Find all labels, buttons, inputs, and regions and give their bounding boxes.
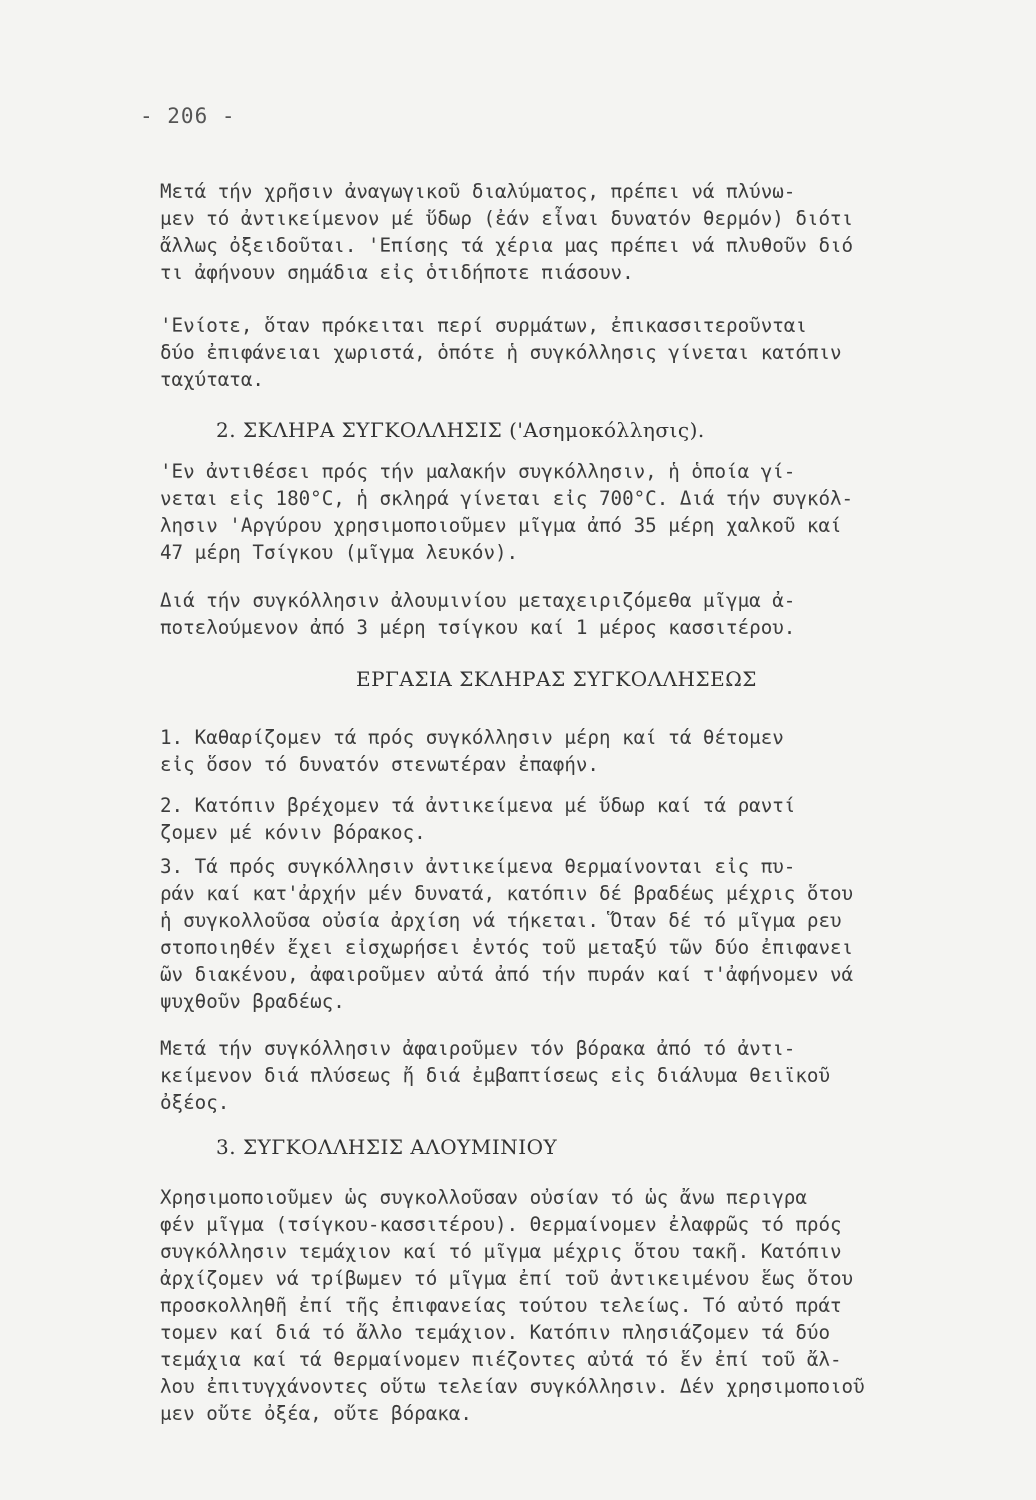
paragraph-2 [160,312,1000,393]
text-line: 1. Καθαρίζομεν τά πρός συγκόλλησιν μέρη καί τά θέτομεν [160,726,784,749]
text-line: κείμενον διά πλύσεως ἤ διά ἐμβαπτίσεως εἰς διάλυμα θειϊκοῦ [160,1064,831,1087]
text-line: 47 μέρη Τσίγκου (μῖγμα λευκόν). [160,541,519,564]
text-line: ἡ συγκολλοῦσα οὐσία ἀρχίση νά τήκεται. Ὅταν δέ τό μῖγμα ρευ [160,909,842,932]
text-line: τομεν καί διά τό ἄλλο τεμάχιον. Κατόπιν πλησιάζομεν τά δύο [160,1321,831,1344]
section-heading-2: 2. ΣΚΛΗΡΑ ΣΥΓΚΟΛΛΗΣΙΣ ('Ασημοκόλλησις). [216,418,705,442]
text-line: μεν τό ἀντικείμενον μέ ὕδωρ (ἐάν εἶναι δυνατόν θερμόν) διότι [160,207,854,230]
paragraph-4 [160,587,1000,641]
text-line: ῶν διακένου, ἀφαιροῦμεν αὐτά ἀπό τήν πυράν καί τ'ἀφήνομεν νά [160,963,854,986]
text-line: ποτελούμενον ἀπό 3 μέρη τσίγκου καί 1 μέρος κασσιτέρου. [160,616,796,639]
text-line: προσκολληθῆ ἐπί τῆς ἐπιφανείας τούτου τελείως. Τό αὐτό πράτ [160,1294,842,1317]
text-line: ὀξέος. [160,1091,230,1114]
text-line: τεμάχια καί τά θερμαίνομεν πιέζοντες αὐτά τό ἕν ἐπί τοῦ ἄλ- [160,1348,842,1371]
paragraph-5 [160,1035,1000,1116]
text-line: ψυχθοῦν βραδέως. [160,990,345,1013]
text-line: ταχύτατα. [160,368,264,391]
text-line: λησιν 'Αργύρου χρησιμοποιοῦμεν μῖγμα ἀπό 35 μέρη χαλκοῦ καί [160,514,842,537]
paragraph-3 [160,458,1000,566]
text-line: 3. Τά πρός συγκόλλησιν ἀντικείμενα θερμαίνονται εἰς πυ- [160,855,796,878]
text-line: 'Ενίοτε, ὅταν πρόκειται περί συρμάτων, ἐπικασσιτεροῦνται [160,314,807,337]
step-1 [160,724,1000,778]
paragraph-6 [160,1184,1000,1427]
text-line: ἄλλως ὀξειδοῦται. 'Επίσης τά χέρια μας πρέπει νά πλυθοῦν διό [160,234,854,257]
page-number: - 206 - [140,104,236,128]
text-line: Μετά τήν χρῆσιν ἀναγωγικοῦ διαλύματος, πρέπει νά πλύνω- [160,180,796,203]
text-line: ράν καί κατ'ἀρχήν μέν δυνατά, κατόπιν δέ βραδέως μέχρις ὅτου [160,882,854,905]
text-line: λου ἐπιτυγχάνοντες οὕτω τελείαν συγκόλλησιν. Δέν χρησιμοποιοῦ [160,1375,865,1398]
subheading-hard-soldering-work: ΕΡΓΑΣΙΑ ΣΚΛΗΡΑΣ ΣΥΓΚΟΛΛΗΣΕΩΣ [356,667,757,691]
section-heading-3: 3. ΣΥΓΚΟΛΛΗΣΙΣ ΑΛΟΥΜΙΝΙΟΥ [216,1135,558,1159]
text-line: δύο ἐπιφάνειαι χωριστά, ὁπότε ἡ συγκόλλησις γίνεται κατόπιν [160,341,842,364]
text-line: Μετά τήν συγκόλλησιν ἀφαιροῦμεν τόν βόρακα ἀπό τό ἀντι- [160,1037,796,1060]
text-line: συγκόλλησιν τεμάχιον καί τό μῖγμα μέχρις ὅτου τακῆ. Κατόπιν [160,1240,842,1263]
text-line: τι ἀφήνουν σημάδια εἰς ὁτιδήποτε πιάσουν. [160,261,634,284]
text-line: φέν μῖγμα (τσίγκου-κασσιτέρου). Θερμαίνομεν ἐλαφρῶς τό πρός [160,1213,842,1236]
text-line: ζομεν μέ κόνιν βόρακος. [160,821,426,844]
text-line: στοποιηθέν ἔχει εἰσχωρήσει ἐντός τοῦ μεταξύ τῶν δύο ἐπιφανει [160,936,854,959]
text-line: μεν οὔτε ὀξέα, οὔτε βόρακα. [160,1402,472,1425]
paragraph-1 [160,178,1000,286]
text-line: Χρησιμοποιοῦμεν ὡς συγκολλοῦσαν οὐσίαν τό ὡς ἄνω περιγρα [160,1186,807,1209]
step-2 [160,792,1000,846]
text-line: ἀρχίζομεν νά τρίβωμεν τό μῖγμα ἐπί τοῦ ἀντικειμένου ἕως ὅτου [160,1267,854,1290]
text-line: Διά τήν συγκόλλησιν ἀλουμινίου μεταχειριζόμεθα μῖγμα ἀ- [160,589,796,612]
text-line: νεται εἰς 180°C, ἡ σκληρά γίνεται εἰς 700°C. Διά τήν συγκόλ- [160,487,854,510]
text-line: 'Εν ἀντιθέσει πρός τήν μαλακήν συγκόλλησιν, ἡ ὁποία γί- [160,460,796,483]
text-line: εἰς ὅσον τό δυνατόν στενωτέραν ἐπαφήν. [160,753,599,776]
text-line: 2. Κατόπιν βρέχομεν τά ἀντικείμενα μέ ὕδωρ καί τά ραντί [160,794,796,817]
step-3 [160,853,1000,1015]
